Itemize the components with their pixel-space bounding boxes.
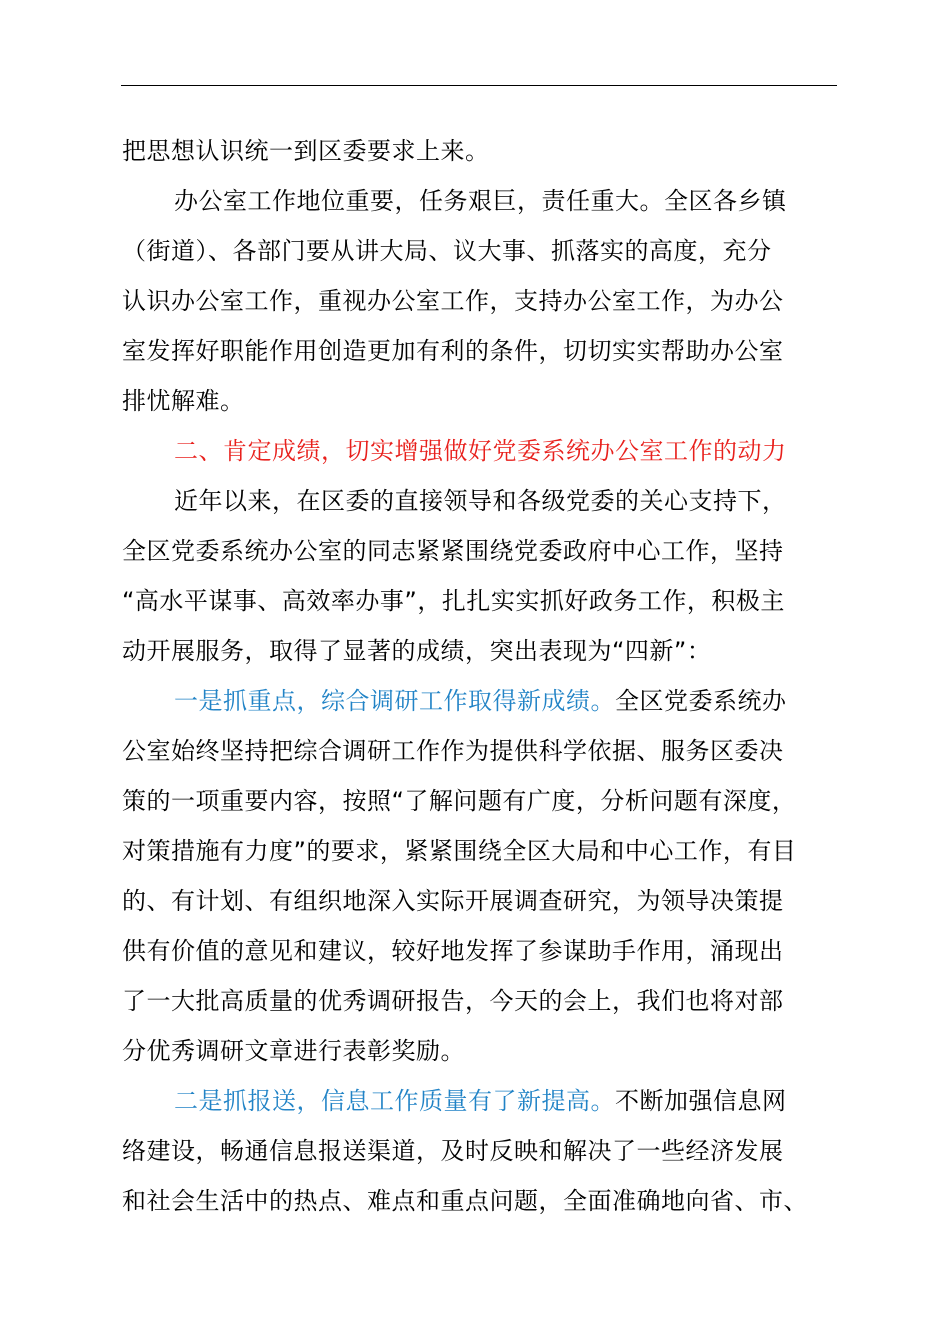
lead-sentence: 二是抓报送，信息工作质量有了新提高。: [174, 1087, 615, 1115]
text-line: 络建设，畅通信息报送渠道，及时反映和解决了一些经济发展: [122, 1137, 784, 1165]
text-line: 公室始终坚持把综合调研工作作为提供科学依据、服务区委决: [122, 737, 784, 765]
paragraph-first-line: 办公室工作地位重要，任务艰巨，责任重大。全区各乡镇: [174, 187, 787, 215]
paragraph-first-line: 二是抓报送，信息工作质量有了新提高。不断加强信息网: [174, 1087, 787, 1115]
paragraph-first-line: 一是抓重点，综合调研工作取得新成绩。全区党委系统办: [174, 687, 787, 715]
text-line: 把思想认识统一到区委要求上来。: [122, 137, 490, 165]
section-heading: 二、肯定成绩，切实增强做好党委系统办公室工作的动力: [174, 437, 787, 465]
text-line: 供有价值的意见和建议，较好地发挥了参谋助手作用，涌现出: [122, 937, 784, 965]
text-line: 室发挥好职能作用创造更加有利的条件，切切实实帮助办公室: [122, 337, 784, 365]
paragraph-first-line: 近年以来，在区委的直接领导和各级党委的关心支持下，: [174, 487, 787, 515]
text-line: 认识办公室工作，重视办公室工作，支持办公室工作，为办公: [122, 287, 784, 315]
text-line: 排忧解难。: [122, 387, 245, 415]
lead-sentence: 一是抓重点，综合调研工作取得新成绩。: [174, 687, 615, 715]
header-rule: [121, 85, 837, 86]
text-line: “高水平谋事、高效率办事”，扎扎实实抓好政务工作，积极主: [122, 587, 785, 615]
text-line: 分优秀调研文章进行表彰奖励。: [122, 1037, 465, 1065]
text-line: 策的一项重要内容，按照“了解问题有广度，分析问题有深度，: [122, 787, 797, 815]
text-line: 对策措施有力度”的要求，紧紧围绕全区大局和中心工作，有目: [122, 837, 797, 865]
text-line: 全区党委系统办公室的同志紧紧围绕党委政府中心工作，坚持: [122, 537, 784, 565]
text-line: 了一大批高质量的优秀调研报告，今天的会上，我们也将对部: [122, 987, 784, 1015]
text-line: 动开展服务，取得了显著的成绩，突出表现为“四新”：: [122, 637, 712, 665]
text-line: （街道）、各部门要从讲大局、议大事、抓落实的高度，充分: [122, 237, 772, 265]
text-line: 和社会生活中的热点、难点和重点问题，全面准确地向省、市、: [122, 1187, 808, 1215]
text-line: 的、有计划、有组织地深入实际开展调查研究，为领导决策提: [122, 887, 784, 915]
